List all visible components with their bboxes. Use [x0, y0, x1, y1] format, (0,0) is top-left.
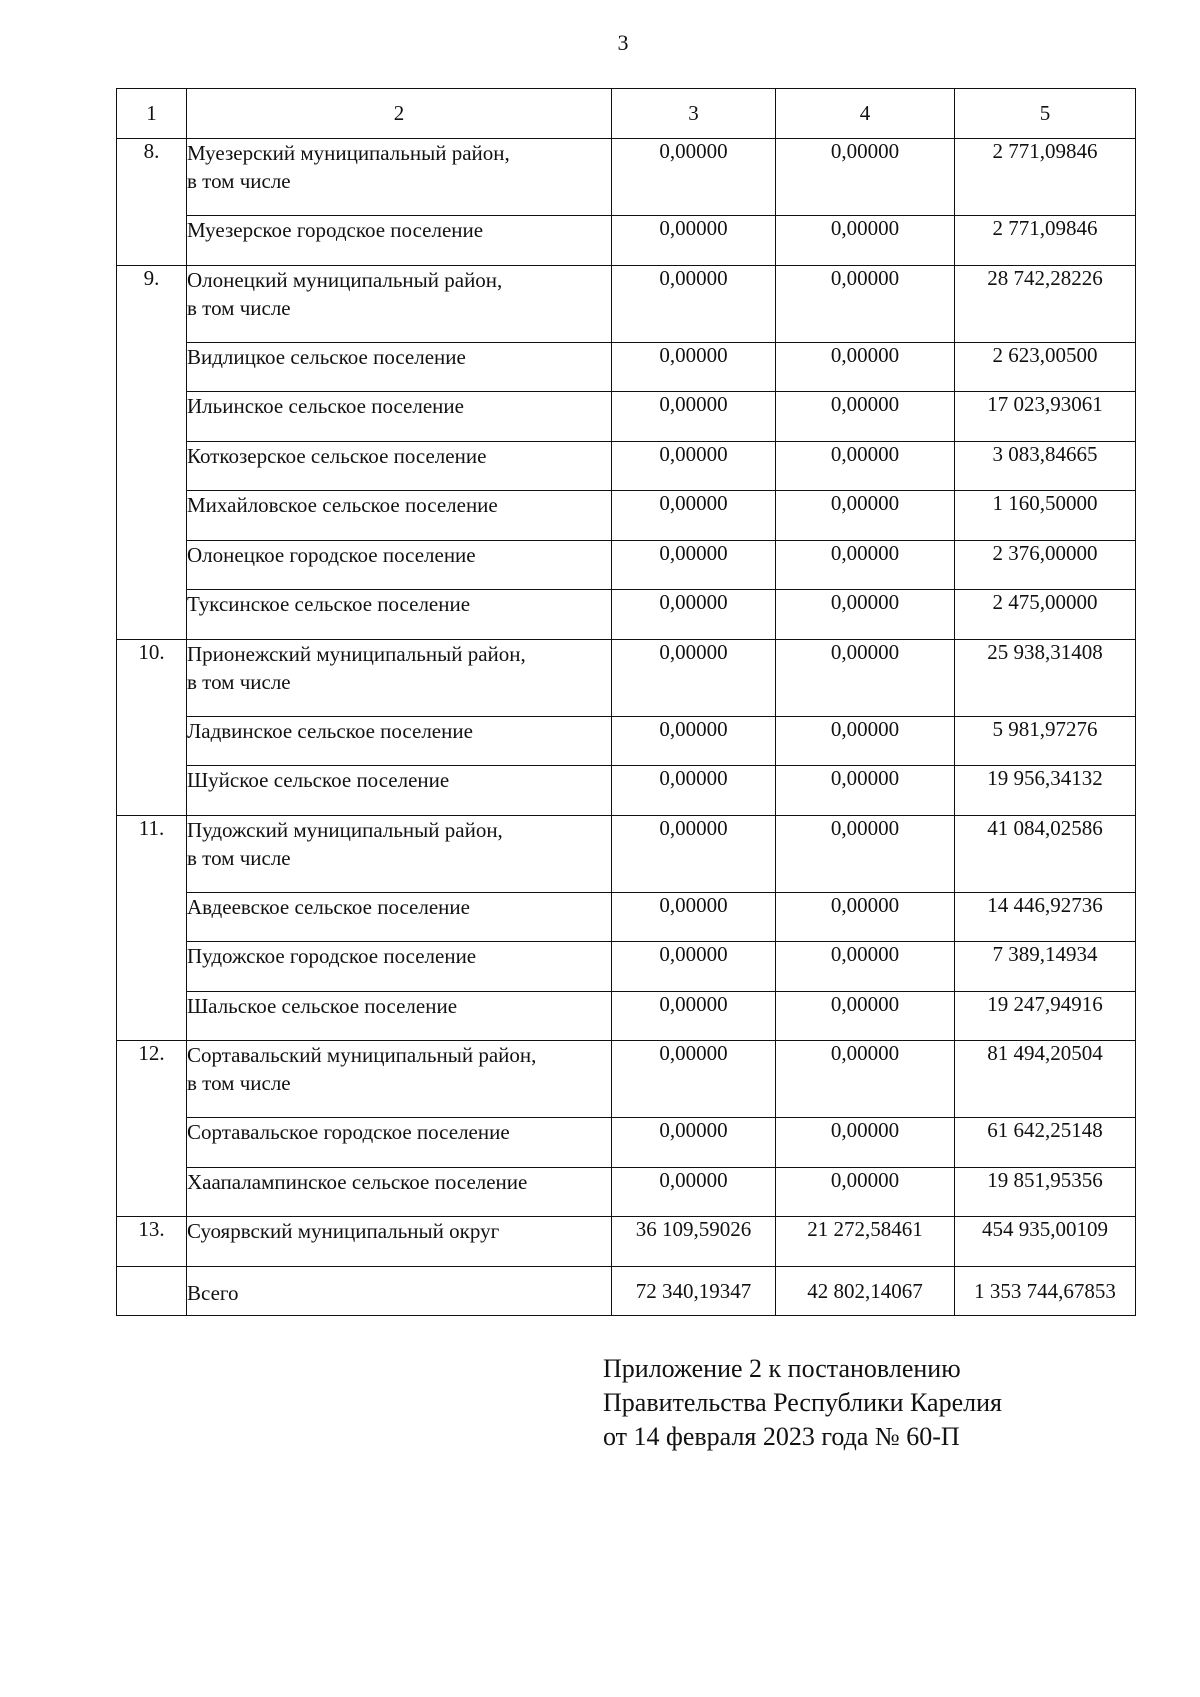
- value-c4: 0,00000: [776, 540, 955, 590]
- value-c4: 0,00000: [776, 942, 955, 992]
- row-name-line: в том числе: [187, 1071, 291, 1095]
- value-c3: 0,00000: [612, 216, 776, 266]
- table-row: [117, 1167, 1136, 1217]
- value-c5: 19 851,95356: [955, 1167, 1136, 1217]
- value-c3: 0,00000: [612, 639, 776, 716]
- table-total-row: [117, 1266, 1136, 1316]
- table-header-row: [117, 89, 1136, 139]
- row-name-line: Туксинское сельское поселение: [187, 592, 471, 616]
- row-name-line: Пудожский муниципальный район,: [187, 817, 503, 842]
- value-c4: 0,00000: [776, 892, 955, 942]
- value-c3: 0,00000: [612, 265, 776, 342]
- row-name-line: Михайловское сельское поселение: [187, 493, 498, 517]
- value-c4: 0,00000: [776, 491, 955, 541]
- value-c4: 0,00000: [776, 766, 955, 816]
- value-c4: 0,00000: [776, 1118, 955, 1168]
- row-name: [187, 892, 612, 942]
- row-number: 11.: [117, 815, 187, 1041]
- row-name-line: Видлицкое сельское поселение: [187, 344, 466, 369]
- value-c4: 0,00000: [776, 716, 955, 766]
- row-name-line: Муезерский муниципальный район,: [187, 141, 510, 165]
- table-row: [117, 639, 1136, 716]
- row-name-line: Прионежский муниципальный район,: [187, 641, 526, 666]
- value-c5: 2 475,00000: [955, 590, 1136, 640]
- table-row: [117, 342, 1136, 392]
- value-c5: 454 935,00109: [955, 1217, 1136, 1267]
- table-row: [117, 1217, 1136, 1267]
- appendix-line-1: Приложение 2 к постановлению: [603, 1354, 961, 1383]
- row-name: [187, 590, 612, 640]
- value-c4: 0,00000: [776, 441, 955, 491]
- value-c3: 0,00000: [612, 139, 776, 216]
- value-c3: 0,00000: [612, 590, 776, 640]
- appendix-line-3: от 14 февраля 2023 года № 60-П: [603, 1422, 960, 1451]
- row-name: [187, 342, 612, 392]
- value-c3: 36 109,59026: [612, 1217, 776, 1267]
- row-name-line: Хаапалампинское сельское поселение: [187, 1169, 528, 1194]
- table-row: [117, 1118, 1136, 1168]
- row-name-line: Ладвинское сельское поселение: [187, 718, 473, 743]
- value-c4: 0,00000: [776, 1167, 955, 1217]
- table-row: [117, 815, 1136, 892]
- appendix-note: [603, 1352, 1002, 1454]
- row-name-line: в том числе: [187, 845, 291, 870]
- row-name-line: Олонецкий муниципальный район,: [187, 267, 503, 292]
- value-c4: 0,00000: [776, 1041, 955, 1118]
- value-c3: 0,00000: [612, 716, 776, 766]
- value-c4: 0,00000: [776, 392, 955, 442]
- row-name: [187, 392, 612, 442]
- value-c3: 0,00000: [612, 815, 776, 892]
- row-name-line: Пудожское городское поселение: [187, 944, 477, 968]
- row-name: [187, 441, 612, 491]
- page-number: 3: [617, 30, 629, 55]
- value-c5: 2 771,09846: [955, 216, 1136, 266]
- table-row: [117, 265, 1136, 342]
- row-number: 12.: [117, 1041, 187, 1217]
- row-name: [187, 216, 612, 266]
- appendix-line-2: Правительства Республики Карелия: [603, 1388, 1002, 1417]
- row-name-line: в том числе: [187, 169, 291, 193]
- value-c4: 0,00000: [776, 991, 955, 1041]
- column-header-3: 3: [612, 89, 776, 139]
- value-c3: 0,00000: [612, 491, 776, 541]
- value-c4: 0,00000: [776, 342, 955, 392]
- total-label: Всего: [187, 1266, 612, 1316]
- row-name: [187, 639, 612, 716]
- row-name: [187, 766, 612, 816]
- table-row: [117, 942, 1136, 992]
- value-c5: 3 083,84665: [955, 441, 1136, 491]
- value-c4: 0,00000: [776, 216, 955, 266]
- value-c5: 61 642,25148: [955, 1118, 1136, 1168]
- row-name-line: Шуйское сельское поселение: [187, 768, 450, 792]
- value-c5: 19 247,94916: [955, 991, 1136, 1041]
- row-name-line: Олонецкое городское поселение: [187, 542, 476, 567]
- value-c5: 7 389,14934: [955, 942, 1136, 992]
- table-row: [117, 540, 1136, 590]
- row-number: 9.: [117, 265, 187, 639]
- value-c3: 0,00000: [612, 342, 776, 392]
- total-value-c4: 42 802,14067: [776, 1266, 955, 1316]
- row-name-line: Сортавальский муниципальный район,: [187, 1043, 537, 1067]
- value-c5: 2 376,00000: [955, 540, 1136, 590]
- row-name: [187, 1041, 612, 1118]
- table-row: [117, 590, 1136, 640]
- row-name-line: Муезерское городское поселение: [187, 218, 484, 242]
- value-c3: 0,00000: [612, 892, 776, 942]
- value-c4: 0,00000: [776, 639, 955, 716]
- table-row: [117, 139, 1136, 216]
- row-name: [187, 991, 612, 1041]
- row-name: [187, 139, 612, 216]
- value-c5: 1 160,50000: [955, 491, 1136, 541]
- value-c4: 0,00000: [776, 815, 955, 892]
- column-header-5: 5: [955, 89, 1136, 139]
- table-row: [117, 716, 1136, 766]
- column-header-2: 2: [187, 89, 612, 139]
- table-row: [117, 766, 1136, 816]
- row-number: 8.: [117, 139, 187, 266]
- value-c5: 5 981,97276: [955, 716, 1136, 766]
- row-number: 13.: [117, 1217, 187, 1267]
- row-name: [187, 1217, 612, 1267]
- value-c5: 41 084,02586: [955, 815, 1136, 892]
- column-header-4: 4: [776, 89, 955, 139]
- row-name-line: Авдеевское сельское поселение: [187, 894, 470, 919]
- value-c3: 0,00000: [612, 1118, 776, 1168]
- total-number: [117, 1266, 187, 1316]
- row-name: [187, 491, 612, 541]
- table-row: [117, 991, 1136, 1041]
- value-c4: 0,00000: [776, 590, 955, 640]
- table-row: [117, 441, 1136, 491]
- row-name: [187, 815, 612, 892]
- table-row: [117, 392, 1136, 442]
- value-c5: 19 956,34132: [955, 766, 1136, 816]
- row-name-line: в том числе: [187, 295, 291, 320]
- table-body: [117, 139, 1136, 1316]
- value-c5: 14 446,92736: [955, 892, 1136, 942]
- row-name: [187, 942, 612, 992]
- row-name: [187, 265, 612, 342]
- row-number: 10.: [117, 639, 187, 815]
- table-row: [117, 892, 1136, 942]
- value-c3: 0,00000: [612, 1167, 776, 1217]
- table-row: [117, 1041, 1136, 1118]
- value-c3: 0,00000: [612, 991, 776, 1041]
- row-name: [187, 1118, 612, 1168]
- value-c3: 0,00000: [612, 942, 776, 992]
- row-name-line: Шальское сельское поселение: [187, 993, 458, 1018]
- value-c4: 0,00000: [776, 139, 955, 216]
- table-row: [117, 491, 1136, 541]
- value-c3: 0,00000: [612, 441, 776, 491]
- row-name-line: Коткозерское сельское поселение: [187, 443, 487, 468]
- table-row: [117, 216, 1136, 266]
- value-c5: 17 023,93061: [955, 392, 1136, 442]
- value-c4: 21 272,58461: [776, 1217, 955, 1267]
- row-name: [187, 1167, 612, 1217]
- value-c5: 25 938,31408: [955, 639, 1136, 716]
- total-value-c3: 72 340,19347: [612, 1266, 776, 1316]
- value-c5: 2 771,09846: [955, 139, 1136, 216]
- value-c3: 0,00000: [612, 1041, 776, 1118]
- budget-table: [116, 88, 1136, 1316]
- value-c3: 0,00000: [612, 392, 776, 442]
- value-c5: 81 494,20504: [955, 1041, 1136, 1118]
- row-name-line: Ильинское сельское поселение: [187, 394, 464, 418]
- column-header-1: 1: [117, 89, 187, 139]
- total-value-c5: 1 353 744,67853: [955, 1266, 1136, 1316]
- value-c3: 0,00000: [612, 766, 776, 816]
- row-name: [187, 540, 612, 590]
- row-name-line: Сортавальское городское поселение: [187, 1120, 510, 1144]
- value-c5: 2 623,00500: [955, 342, 1136, 392]
- row-name-line: Суоярвский муниципальный округ: [187, 1219, 500, 1243]
- value-c3: 0,00000: [612, 540, 776, 590]
- row-name: [187, 716, 612, 766]
- row-name-line: в том числе: [187, 669, 291, 694]
- value-c5: 28 742,28226: [955, 265, 1136, 342]
- value-c4: 0,00000: [776, 265, 955, 342]
